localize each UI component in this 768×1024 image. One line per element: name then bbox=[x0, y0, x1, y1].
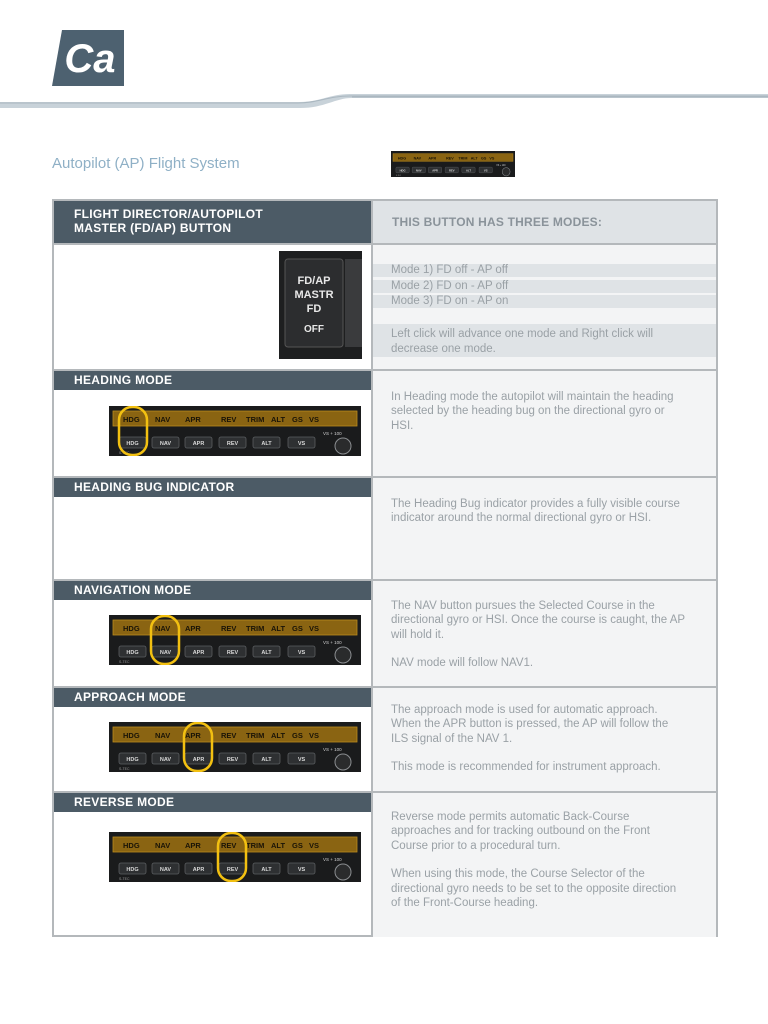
panel-button-label-nav: NAV bbox=[159, 867, 172, 873]
panel-button-label-rev: REV bbox=[226, 757, 239, 763]
strip-label-hdg: HDG bbox=[123, 731, 140, 740]
panel-button-label-rev: REV bbox=[226, 867, 239, 873]
strip-label-vs: VS bbox=[309, 624, 320, 633]
strip-label-apr: APR bbox=[185, 841, 201, 850]
strip-label-trim: TRIM bbox=[246, 731, 265, 740]
panel-button-label-alt: ALT bbox=[261, 867, 272, 873]
panel-brand: S-TEC bbox=[119, 767, 130, 771]
fdap-modes-header: THIS BUTTON HAS THREE MODES: bbox=[373, 201, 716, 243]
strip-label-apr: APR bbox=[428, 156, 437, 161]
fdap-header: FLIGHT DIRECTOR/AUTOPILOT MASTER (FD/AP) BUTTON bbox=[54, 201, 371, 243]
click-note: Left click will advance one mode and Right click will decrease one mode. bbox=[373, 324, 716, 357]
navigation-mode-panel bbox=[109, 615, 361, 665]
mode-3: Mode 3) FD on - AP on bbox=[373, 295, 716, 308]
svg-text:OFF: OFF bbox=[304, 324, 324, 335]
vs-readout: VS + 100 bbox=[496, 165, 506, 168]
strip-label-gs: GS bbox=[292, 731, 303, 740]
strip-label-alt: ALT bbox=[271, 415, 286, 424]
strip-label-vs: VS bbox=[309, 841, 320, 850]
panel-brand: S-TEC bbox=[119, 877, 130, 881]
navigation-mode-description: The NAV button pursues the Selected Course in the directional gyro or HSI. Once the course is caught, the AP will hold it. NAV mode will follow NAV1. bbox=[391, 600, 685, 670]
strip-label-vs: VS bbox=[309, 415, 320, 424]
heading-bug-description: The Heading Bug indicator provides a fully visible course indicator around the normal directional gyro or HSI. bbox=[391, 498, 680, 525]
panel-button-label-vs: VS bbox=[297, 441, 306, 447]
vs-knob bbox=[335, 754, 351, 770]
vs-knob bbox=[335, 438, 351, 454]
vs-readout: VS + 100 bbox=[323, 857, 342, 862]
panel-button-label-vs: VS bbox=[483, 168, 488, 173]
panel-button-label-rev: REV bbox=[226, 650, 239, 656]
strip-label-rev: REV bbox=[221, 624, 237, 633]
strip-label-trim: TRIM bbox=[246, 841, 265, 850]
panel-button-label-alt: ALT bbox=[261, 441, 272, 447]
approach-mode-panel bbox=[109, 722, 361, 772]
strip-label-nav: NAV bbox=[155, 841, 171, 850]
vs-knob bbox=[335, 864, 351, 880]
strip-label-gs: GS bbox=[292, 624, 303, 633]
strip-label-gs: GS bbox=[292, 415, 303, 424]
fdap-button-image bbox=[279, 251, 362, 359]
vs-readout: VS + 100 bbox=[323, 640, 342, 645]
strip-label-apr: APR bbox=[185, 731, 201, 740]
panel-button-label-apr: APR bbox=[192, 650, 205, 656]
strip-label-trim: TRIM bbox=[458, 156, 468, 161]
strip-label-hdg: HDG bbox=[123, 624, 140, 633]
strip-label-alt: ALT bbox=[470, 156, 478, 161]
strip-label-nav: NAV bbox=[413, 156, 422, 161]
heading-mode-panel bbox=[109, 406, 361, 456]
strip-label-hdg: HDG bbox=[123, 841, 140, 850]
panel-button-label-rev: REV bbox=[449, 168, 455, 173]
strip-label-nav: NAV bbox=[155, 624, 171, 633]
strip-label-hdg: HDG bbox=[397, 156, 407, 161]
strip-label-trim: TRIM bbox=[246, 415, 265, 424]
panel-button-label-hdg: HDG bbox=[126, 757, 139, 763]
panel-button-label-hdg: HDG bbox=[126, 867, 139, 873]
heading-mode-header: HEADING MODE bbox=[54, 371, 371, 390]
strip-label-rev: REV bbox=[221, 731, 237, 740]
panel-button-label-apr: APR bbox=[432, 168, 438, 173]
panel-button-label-alt: ALT bbox=[261, 650, 272, 656]
panel-button-label-hdg: HDG bbox=[399, 168, 406, 173]
approach-mode-description: The approach mode is used for automatic approach. When the APR button is pressed, the AP will follow the ILS signal of the NAV 1. This mode is recommended for instrument approach. bbox=[391, 704, 669, 774]
panel-button-label-alt: ALT bbox=[261, 757, 272, 763]
strip-label-nav: NAV bbox=[155, 731, 171, 740]
panel-button-label-apr: APR bbox=[192, 867, 205, 873]
logo-mark bbox=[52, 30, 124, 86]
panel-button-label-hdg: HDG bbox=[126, 650, 139, 656]
strip-label-apr: APR bbox=[185, 415, 201, 424]
vs-readout: VS + 100 bbox=[323, 747, 342, 752]
company-logo bbox=[52, 30, 124, 86]
section-title: Autopilot (AP) Flight System bbox=[52, 155, 240, 172]
panel-brand: S-TEC bbox=[119, 660, 130, 664]
panel-button-label-rev: REV bbox=[226, 441, 239, 447]
strip-label-alt: ALT bbox=[271, 731, 286, 740]
svg-text:MASTR: MASTR bbox=[294, 289, 334, 301]
strip-label-alt: ALT bbox=[271, 624, 286, 633]
navigation-mode-header: NAVIGATION MODE bbox=[54, 581, 371, 600]
vs-knob bbox=[335, 647, 351, 663]
vs-readout: VS + 100 bbox=[323, 431, 342, 436]
reverse-mode-header: REVERSE MODE bbox=[54, 793, 371, 812]
autopilot-panel-thumbnail bbox=[391, 151, 515, 177]
panel-button-label-nav: NAV bbox=[159, 650, 172, 656]
strip-label-rev: REV bbox=[221, 841, 237, 850]
strip-label-apr: APR bbox=[185, 624, 201, 633]
strip-label-gs: GS bbox=[292, 841, 303, 850]
panel-brand: S-TEC bbox=[395, 174, 402, 177]
autopilot-table bbox=[52, 199, 718, 937]
panel-button-label-vs: VS bbox=[297, 867, 306, 873]
strip-label-trim: TRIM bbox=[246, 624, 265, 633]
reverse-mode-panel bbox=[109, 832, 361, 882]
logo-text: Ca bbox=[64, 37, 116, 81]
strip-label-alt: ALT bbox=[271, 841, 286, 850]
panel-button-label-vs: VS bbox=[297, 757, 306, 763]
strip-label-vs: VS bbox=[489, 156, 495, 161]
panel-button-label-vs: VS bbox=[297, 650, 306, 656]
panel-button-label-apr: APR bbox=[192, 441, 205, 447]
strip-label-rev: REV bbox=[221, 415, 237, 424]
heading-bug-header: HEADING BUG INDICATOR bbox=[54, 478, 371, 497]
vs-knob bbox=[502, 168, 510, 176]
mode-1: Mode 1) FD off - AP off bbox=[373, 264, 716, 277]
panel-button-label-nav: NAV bbox=[159, 757, 172, 763]
strip-label-nav: NAV bbox=[155, 415, 171, 424]
mode-2: Mode 2) FD on - AP off bbox=[373, 280, 716, 293]
reverse-mode-description: Reverse mode permits automatic Back-Course approaches and for tracking outbound on the Front Course prior to a procedural turn. When using this mode, the Course Selector of the directional gyro needs to be set to the opposite direction of the Front-Course heading. bbox=[391, 811, 677, 910]
panel-button-label-nav: NAV bbox=[159, 441, 172, 447]
approach-mode-header: APPROACH MODE bbox=[54, 688, 371, 707]
strip-label-vs: VS bbox=[309, 731, 320, 740]
heading-mode-description: In Heading mode the autopilot will maintain the heading selected by the heading bug on the directional gyro or HSI. bbox=[391, 391, 674, 432]
svg-text:FD: FD bbox=[306, 303, 322, 315]
panel-brand: S-TEC bbox=[119, 451, 130, 455]
strip-label-hdg: HDG bbox=[123, 415, 140, 424]
panel-button-label-hdg: HDG bbox=[126, 441, 139, 447]
strip-label-gs: GS bbox=[481, 156, 487, 161]
strip-label-rev: REV bbox=[446, 156, 454, 161]
panel-button-label-apr: APR bbox=[192, 757, 205, 763]
panel-button-label-nav: NAV bbox=[416, 168, 422, 173]
header-swoosh bbox=[0, 90, 768, 120]
svg-text:FD/AP: FD/AP bbox=[297, 275, 331, 287]
panel-button-label-alt: ALT bbox=[465, 168, 472, 173]
